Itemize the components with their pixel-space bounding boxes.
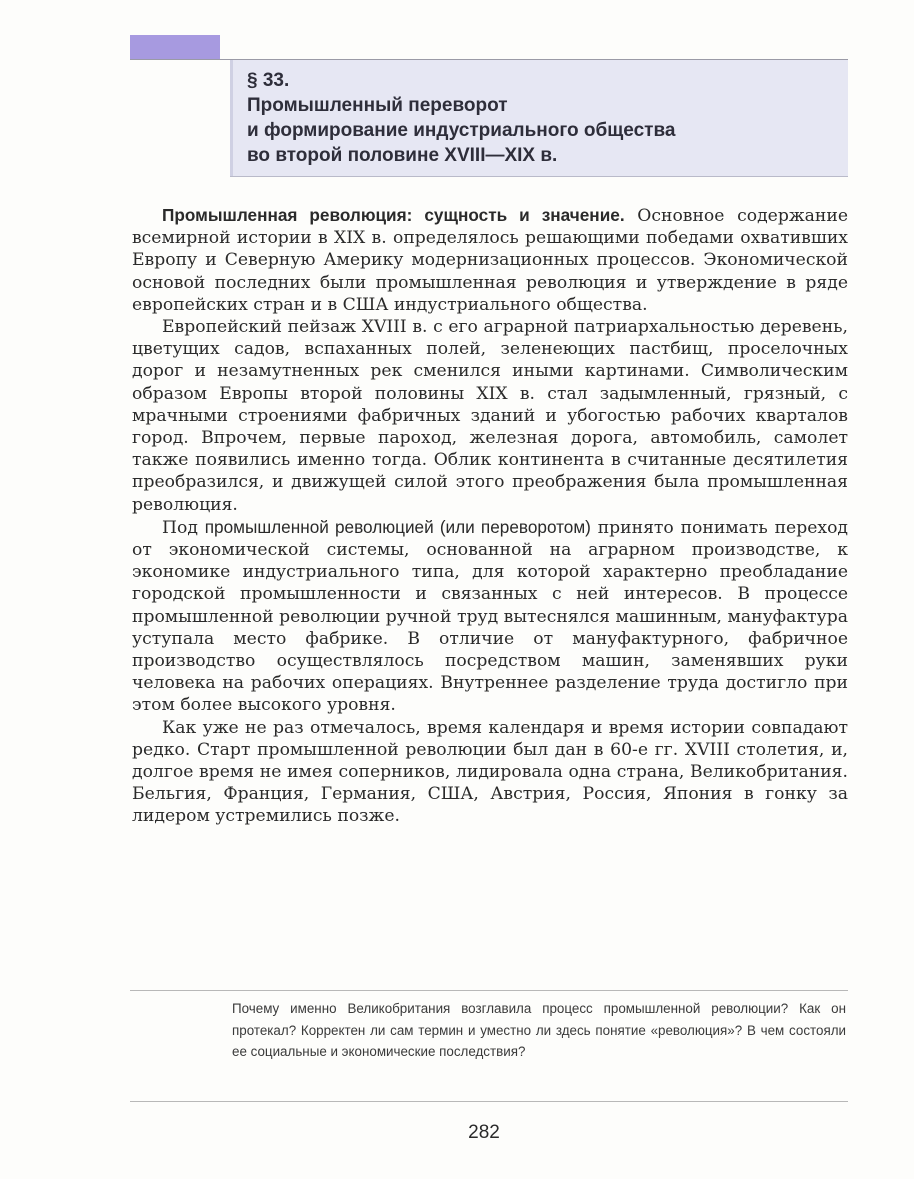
subsection-heading: Промышленная революция: сущность и значение. [162, 205, 625, 225]
body-text [132, 204, 848, 828]
paragraph-3-lead: Под [162, 517, 205, 538]
section-accent-bar [130, 35, 220, 59]
section-title-line-3: во второй половине XVIII—XIX в. [247, 145, 558, 166]
question-top-rule [130, 990, 848, 991]
section-title-line-1: Промышленный переворот [247, 95, 508, 116]
section-header [230, 60, 848, 176]
paragraph-1 [132, 204, 848, 316]
paragraph-2: Европейский пейзаж XVIII в. с его аграрной патриархальностью деревень, цветущих садов, вспаханных полей, зеленеющих пастбищ, проселочных дорог и незамутненных рек сменился иными картинами. Символическим образом Европы второй половины XIX в. стал задымленный, грязный, с мрачными строениями фабричных зданий и убогостью рабочих кварталов город. Впрочем, первые пароход, железная дорога, автомобиль, самолет также появились именно тогда. Облик континента в считанные десятилетия преобразился, и движущей силой этого преображения была промышленная революция. [132, 317, 848, 515]
term-highlight: промышленной революцией (или переворотом) [204, 516, 591, 537]
paragraph-1-text: Основное содержание всемирной истории в XIX в. определялось решающими победами охвативших Европу и Северную Америку модернизационных процессов. Экономической основой последних были промышленная революция и утверждение в ряде европейских стран и в США индустриального общества. [132, 206, 848, 315]
page-number: 282 [468, 1122, 500, 1143]
question-bottom-rule [130, 1101, 848, 1102]
paragraph-3 [132, 516, 848, 717]
paragraph-4: Как уже не раз отмечалось, время календаря и время истории совпадают редко. Старт промышленной революции был дан в 60-е гг. XVIII столетия, и, долгое время не имея соперников, лидировала одна страна, Великобритания. Бельгия, Франция, Германия, США, Австрия, Россия, Япония в гонку за лидером устремились позже. [132, 717, 848, 827]
paragraph-3-text: принято понимать переход от экономической системы, основанной на аграрном производстве, к экономике индустриального типа, для которой характерно преобладание городской промышленности и связанных с ней интересов. В процессе промышленной революции ручной труд вытеснялся машинным, мануфактура уступала место фабрике. В отличие от мануфактурного, фабричное производство осуществлялось посредством машин, заменявших руки человека на рабочих операциях. Внутреннее разделение труда достигло при этом более высокого уровня. [132, 517, 848, 716]
section-number: § 33. [247, 70, 290, 91]
header-bottom-rule [230, 176, 848, 177]
review-question: Почему именно Великобритания возглавила процесс промышленной революции? Как он протекал? Корректен ли сам термин и уместно ли здесь понятие «революция»? В чем состояли ее социальные и экономические последствия? [232, 1001, 846, 1059]
section-title-line-2: и формирование индустриального общества [247, 120, 676, 141]
